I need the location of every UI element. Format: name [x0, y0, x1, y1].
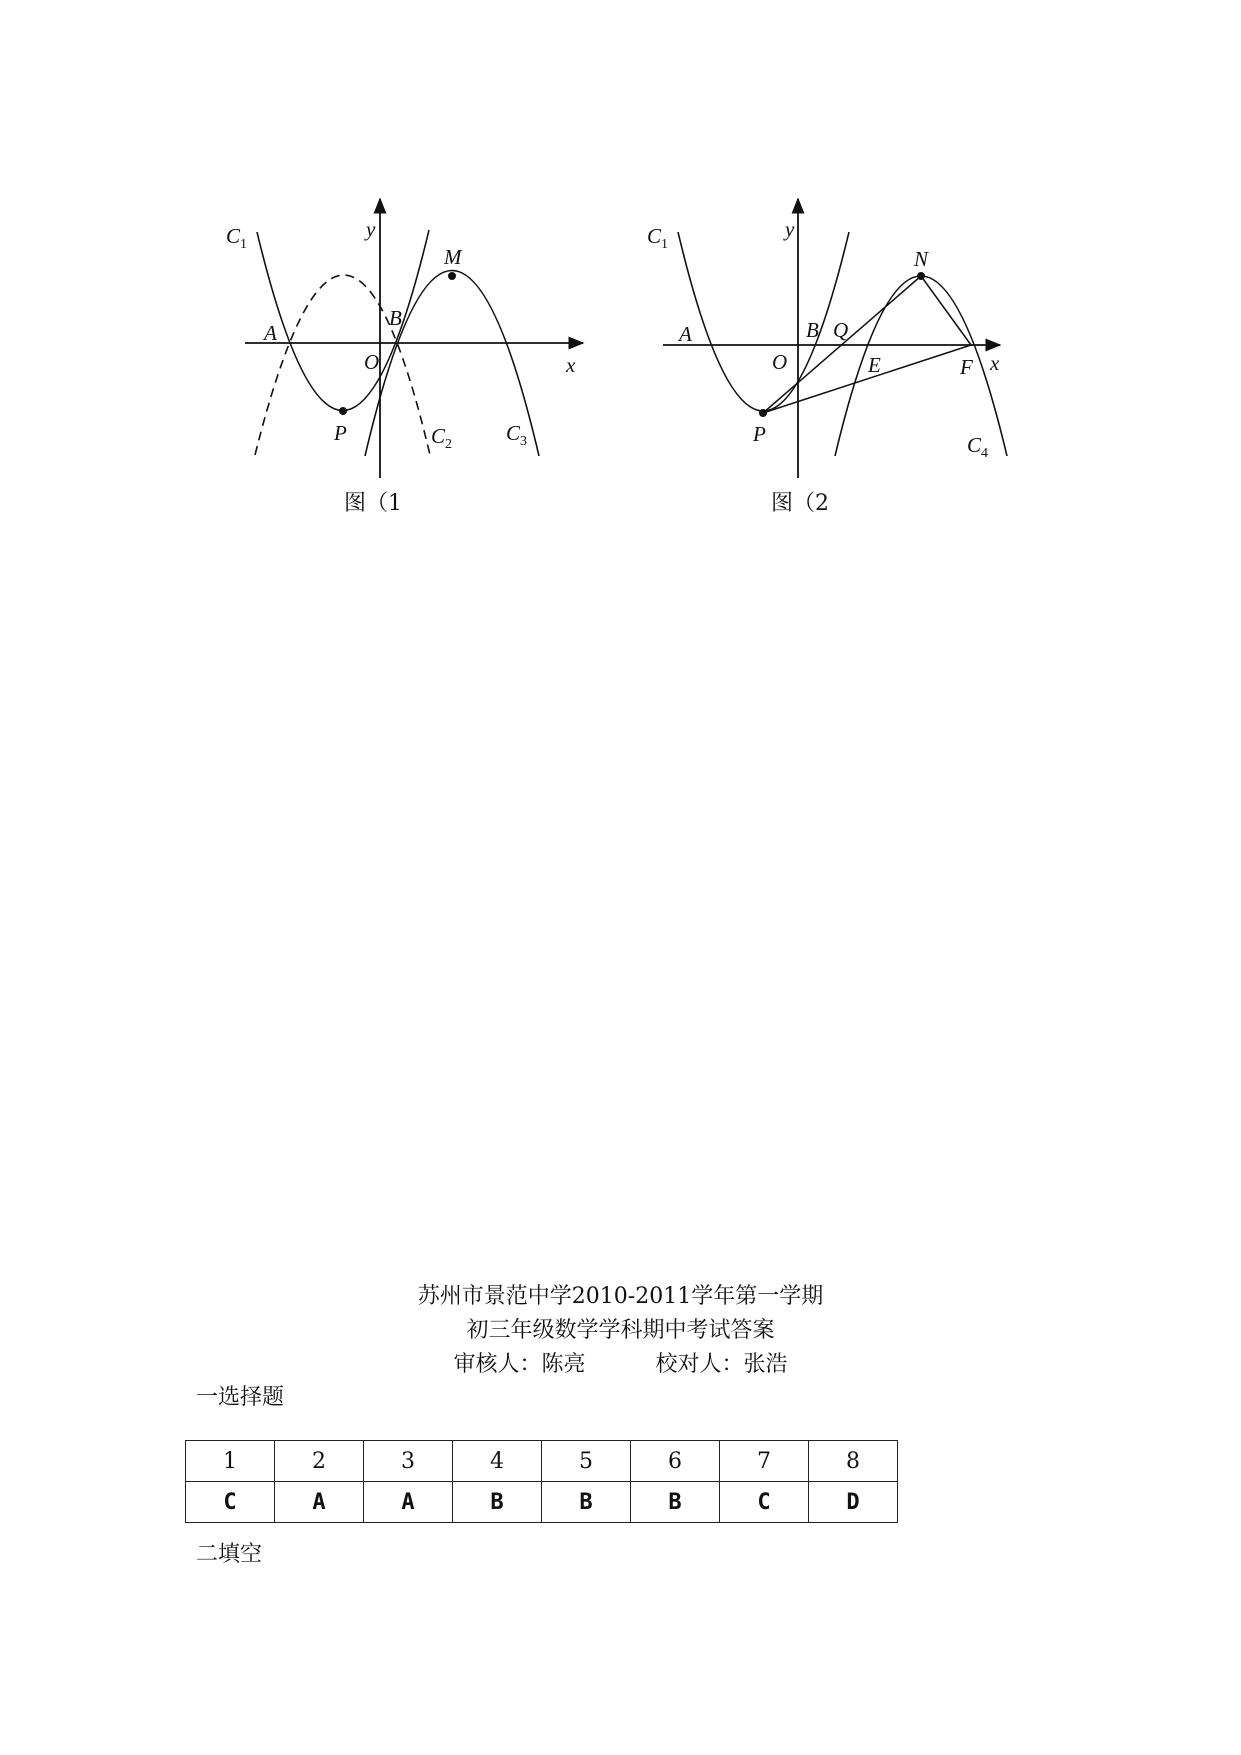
question-number-cell: 2	[275, 1441, 364, 1482]
figure-1-graph	[215, 190, 595, 490]
answer-table-number-row	[186, 1441, 898, 1482]
curve-c4	[835, 276, 1007, 456]
question-number-cell: 4	[453, 1441, 542, 1482]
label-a: A	[264, 321, 277, 345]
answer-cell: A	[364, 1482, 453, 1523]
label-x: x	[566, 353, 576, 377]
answer-cell: B	[631, 1482, 720, 1523]
label-f: F	[960, 355, 973, 379]
label-a: A	[679, 322, 692, 346]
point-n	[917, 272, 925, 280]
label-c3: C	[506, 421, 521, 445]
doc-title: 苏州市景范中学2010-2011学年第一学期	[417, 1284, 824, 1309]
section-heading-choice: 一选择题	[196, 1385, 285, 1410]
curve-c1	[257, 230, 429, 411]
svg-text:C1	[226, 224, 247, 252]
answer-table	[185, 1440, 898, 1523]
label-c4-sub: 4	[981, 446, 989, 461]
question-number-cell: 7	[720, 1441, 809, 1482]
doc-subtitle: 初三年级数学学科期中考试答案	[466, 1318, 775, 1343]
answer-cell: A	[275, 1482, 364, 1523]
figure-2	[640, 190, 1020, 490]
answer-cell: B	[542, 1482, 631, 1523]
label-m: M	[444, 245, 462, 269]
svg-text:C2	[431, 424, 452, 452]
label-c1: C	[647, 224, 662, 248]
point-p	[759, 409, 767, 417]
segment-nf	[921, 276, 971, 345]
label-o: O	[364, 350, 380, 374]
label-c4: C	[967, 433, 982, 457]
label-x: x	[990, 351, 1000, 375]
question-number-cell: 5	[542, 1441, 631, 1482]
section-heading-fill: 二填空	[196, 1542, 263, 1567]
answer-cell: B	[453, 1482, 542, 1523]
question-number-cell: 3	[364, 1441, 453, 1482]
question-number-cell: 8	[809, 1441, 898, 1482]
point-p	[339, 407, 347, 415]
point-m	[448, 272, 456, 280]
label-c2-sub: 2	[445, 437, 453, 452]
question-number-cell: 1	[186, 1441, 275, 1482]
curve-c1	[678, 232, 849, 411]
label-b: B	[806, 318, 819, 342]
answer-table-answer-row	[186, 1482, 898, 1523]
label-c3-sub: 3	[520, 434, 528, 449]
label-c2: C	[431, 424, 446, 448]
label-p: P	[334, 421, 347, 445]
label-y: y	[785, 217, 795, 241]
svg-text:C3	[506, 421, 527, 449]
label-o: O	[772, 350, 788, 374]
label-c1-sub: 1	[661, 237, 669, 252]
label-n: N	[914, 247, 929, 271]
label-c1: C	[226, 224, 241, 248]
answer-cell: C	[720, 1482, 809, 1523]
figure-2-graph	[640, 190, 1020, 490]
label-e: E	[868, 353, 881, 377]
label-p: P	[753, 422, 766, 446]
label-y: y	[366, 217, 376, 241]
question-number-cell: 6	[631, 1441, 720, 1482]
figure-1	[215, 190, 595, 490]
answer-cell: D	[809, 1482, 898, 1523]
doc-reviewers: 审核人：陈亮 校对人：张浩	[453, 1352, 788, 1377]
figure-2-caption: 图（2	[771, 491, 829, 516]
svg-text:C4	[967, 433, 988, 461]
label-q: Q	[833, 318, 849, 342]
answer-cell: C	[186, 1482, 275, 1523]
svg-text:C1	[647, 224, 668, 252]
label-b: B	[389, 306, 402, 330]
figure-1-caption: 图（1	[344, 491, 402, 516]
label-c1-sub: 1	[240, 237, 248, 252]
segment-pf	[763, 345, 971, 413]
